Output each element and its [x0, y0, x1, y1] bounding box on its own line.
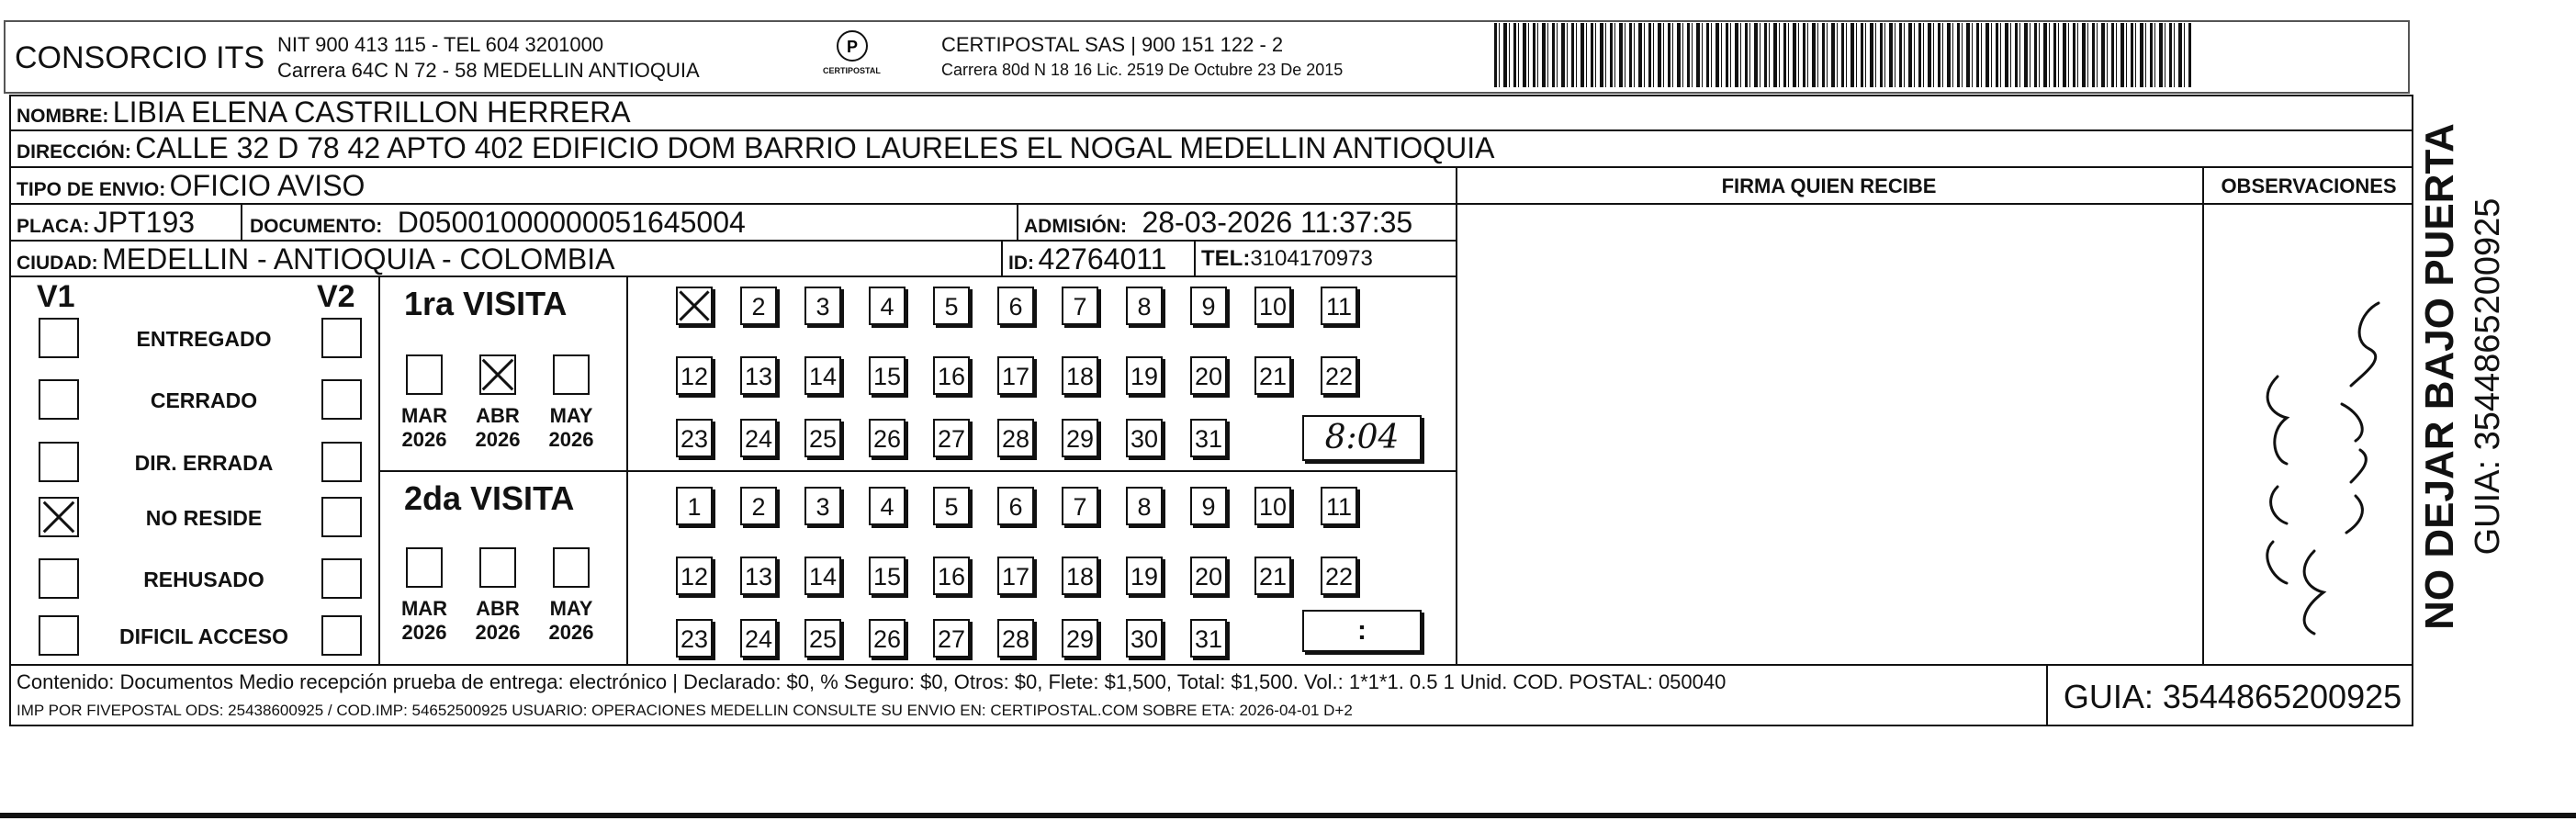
month-year: 2026	[475, 621, 521, 644]
second-visit-day-23[interactable]: 23	[676, 619, 713, 658]
documento-label: DOCUMENTO:	[250, 216, 383, 237]
signature-mark	[2222, 276, 2406, 661]
month-name: MAR	[400, 404, 448, 427]
firma-header: FIRMA QUIEN RECIBE	[1721, 174, 1937, 197]
admision-row	[1024, 206, 1412, 240]
second-visit-day-3[interactable]: 3	[804, 487, 841, 525]
placa-label: PLACA:	[17, 216, 90, 237]
second-visit-month-checkbox[interactable]	[479, 547, 516, 588]
second-visit-day-29[interactable]: 29	[1062, 619, 1098, 658]
month-year: 2026	[401, 428, 447, 451]
side-guia: GUIA: 3544865200925	[2469, 197, 2507, 556]
second-visit-day-14[interactable]: 14	[804, 557, 841, 595]
second-visit-day-31[interactable]: 31	[1190, 619, 1227, 658]
nombre-label: NOMBRE:	[17, 106, 109, 127]
first-visit-day-2[interactable]: 2	[740, 287, 777, 325]
side-warning: NO DEJAR BAJO PUERTA	[2417, 123, 2462, 630]
first-visit-day-18[interactable]: 18	[1062, 356, 1098, 395]
v1-checkbox[interactable]	[39, 379, 79, 420]
month-name: ABR	[476, 404, 520, 427]
month-year: 2026	[548, 428, 594, 451]
first-visit-day-15[interactable]: 15	[869, 356, 906, 395]
observaciones-header: OBSERVACIONES	[2221, 174, 2397, 197]
v1-checkbox[interactable]	[39, 497, 79, 537]
v1-checkbox[interactable]	[39, 318, 79, 358]
v2-checkbox[interactable]	[321, 379, 362, 420]
direccion-row	[17, 131, 1495, 165]
ciudad-row	[17, 242, 614, 276]
first-visit-month-label	[544, 404, 599, 452]
barcode	[1494, 23, 2192, 87]
ciudad-value: MEDELLIN - ANTIOQUIA - COLOMBIA	[102, 242, 615, 276]
first-visit-day-21[interactable]: 21	[1254, 356, 1291, 395]
first-visit-day-23[interactable]: 23	[676, 419, 713, 457]
second-visit-day-1[interactable]: 1	[676, 487, 713, 525]
month-year: 2026	[475, 428, 521, 451]
second-visit-day-19[interactable]: 19	[1126, 557, 1163, 595]
first-visit-day-13[interactable]: 13	[740, 356, 777, 395]
second-visit-day-12[interactable]: 12	[676, 557, 713, 595]
first-visit-day-26[interactable]: 26	[869, 419, 906, 457]
first-visit-day-14[interactable]: 14	[804, 356, 841, 395]
status-label: ENTREGADO	[136, 327, 272, 351]
admision-value: 28-03-2026 11:37:35	[1142, 206, 1413, 239]
second-visit-title: 2da VISITA	[404, 479, 575, 517]
second-visit-day-9[interactable]: 9	[1190, 487, 1227, 525]
second-visit-day-20[interactable]: 20	[1190, 557, 1227, 595]
second-visit-day-18[interactable]: 18	[1062, 557, 1098, 595]
status-label: CERRADO	[150, 388, 258, 412]
first-visit-day-27[interactable]: 27	[933, 419, 970, 457]
tipo-label: TIPO DE ENVIO:	[17, 179, 166, 200]
admision-label: ADMISIÓN:	[1024, 216, 1127, 237]
first-visit-day-3[interactable]: 3	[804, 287, 841, 325]
second-visit-day-30[interactable]: 30	[1126, 619, 1163, 658]
footer-guia: GUIA: 3544865200925	[2063, 678, 2402, 715]
v1-checkbox[interactable]	[39, 442, 79, 482]
first-visit-month-label	[397, 404, 452, 452]
second-visit-month-label	[544, 597, 599, 645]
month-name: MAY	[549, 404, 593, 427]
id-label: ID:	[1008, 253, 1034, 274]
first-visit-day-20[interactable]: 20	[1190, 356, 1227, 395]
first-visit-day-29[interactable]: 29	[1062, 419, 1098, 457]
status-label: DIR. ERRADA	[134, 451, 274, 475]
first-visit-month-label	[470, 404, 525, 452]
v2-checkbox[interactable]	[321, 558, 362, 599]
placa-row	[17, 206, 195, 240]
second-visit-day-8[interactable]: 8	[1126, 487, 1163, 525]
first-visit-month-checkbox[interactable]	[479, 354, 516, 395]
second-visit-day-22[interactable]: 22	[1321, 557, 1357, 595]
second-visit-day-11[interactable]: 11	[1321, 487, 1357, 525]
v1-checkbox[interactable]	[39, 615, 79, 656]
month-name: MAY	[549, 597, 593, 620]
first-visit-day-9[interactable]: 9	[1190, 287, 1227, 325]
tel-label: TEL:	[1201, 246, 1251, 271]
first-visit-day-1[interactable]	[676, 287, 713, 325]
second-visit-day-2[interactable]: 2	[740, 487, 777, 525]
second-visit-day-17[interactable]: 17	[997, 557, 1034, 595]
footer-contenido: Contenido: Documentos Medio recepción prueba de entrega: electrónico | Declarado: $0, % Seguro: $0, Otros: $0, Flete: $1,500, Total: $1,500. Vol.: 1*1*1. 0.5 1 Unid. COD. POSTAL: 050040	[17, 670, 1727, 693]
first-visit-day-25[interactable]: 25	[804, 419, 841, 457]
bottom-border	[0, 813, 2576, 818]
month-name: MAR	[400, 597, 448, 620]
first-visit-month-checkbox[interactable]	[406, 354, 443, 395]
first-visit-day-10[interactable]: 10	[1254, 287, 1291, 325]
first-visit-day-30[interactable]: 30	[1126, 419, 1163, 457]
month-year: 2026	[401, 621, 447, 644]
month-year: 2026	[548, 621, 594, 644]
first-visit-title: 1ra VISITA	[404, 285, 568, 322]
first-visit-day-6[interactable]: 6	[997, 287, 1034, 325]
ciudad-label: CIUDAD:	[17, 253, 98, 274]
documento-value: D05001000000051645004	[397, 206, 746, 239]
first-visit-day-7[interactable]: 7	[1062, 287, 1098, 325]
second-visit-day-27[interactable]: 27	[933, 619, 970, 658]
second-visit-month-checkbox[interactable]	[553, 547, 590, 588]
status-label: NO RESIDE	[145, 506, 263, 530]
first-visit-month-checkbox[interactable]	[553, 354, 590, 395]
second-visit-month-label	[470, 597, 525, 645]
second-visit-day-25[interactable]: 25	[804, 619, 841, 658]
second-visit-day-16[interactable]: 16	[933, 557, 970, 595]
second-visit-day-6[interactable]: 6	[997, 487, 1034, 525]
first-visit-day-22[interactable]: 22	[1321, 356, 1357, 395]
first-visit-day-31[interactable]: 31	[1190, 419, 1227, 457]
second-visit-day-7[interactable]: 7	[1062, 487, 1098, 525]
id-value: 42764011	[1038, 242, 1167, 276]
first-visit-day-8[interactable]: 8	[1126, 287, 1163, 325]
month-name: ABR	[476, 597, 520, 620]
second-visit-month-checkbox[interactable]	[406, 547, 443, 588]
second-visit-day-15[interactable]: 15	[869, 557, 906, 595]
id-row	[1008, 242, 1166, 276]
tipo-value: OFICIO AVISO	[169, 169, 366, 202]
v1-label: V1	[37, 279, 75, 314]
first-visit-day-19[interactable]: 19	[1126, 356, 1163, 395]
tel-value: 3104170973	[1250, 246, 1373, 271]
v2-checkbox[interactable]	[321, 497, 362, 537]
first-visit-day-4[interactable]: 4	[869, 287, 906, 325]
placa-value: JPT193	[93, 206, 196, 239]
v2-checkbox[interactable]	[321, 442, 362, 482]
first-visit-day-12[interactable]: 12	[676, 356, 713, 395]
tel-row	[1201, 246, 1373, 272]
documento-row	[250, 206, 746, 240]
status-label: DIFICIL ACCESO	[118, 624, 288, 648]
tipo-row	[17, 169, 365, 203]
svg-text:P: P	[846, 38, 859, 56]
v2-label: V2	[317, 279, 355, 314]
nombre-value: LIBIA ELENA CASTRILLON HERRERA	[112, 96, 631, 129]
second-visit-month-label	[397, 597, 452, 645]
second-visit-day-5[interactable]: 5	[933, 487, 970, 525]
license-line: Carrera 80d N 18 16 Lic. 2519 De Octubre 23 De 2015	[941, 61, 1344, 79]
nit-line: NIT 900 413 115 - TEL 604 3201000	[277, 33, 604, 56]
nombre-row	[17, 96, 631, 129]
first-visit-day-16[interactable]: 16	[933, 356, 970, 395]
status-label: REHUSADO	[143, 568, 264, 591]
direccion-value: CALLE 32 D 78 42 APTO 402 EDIFICIO DOM BARRIO LAURELES EL NOGAL MEDELLIN ANTIOQUIA	[135, 131, 1495, 164]
first-time-handwritten: 8:04	[1302, 415, 1422, 461]
v2-checkbox[interactable]	[321, 615, 362, 656]
v1-checkbox[interactable]	[39, 558, 79, 599]
first-visit-day-24[interactable]: 24	[740, 419, 777, 457]
second-visit-day-26[interactable]: 26	[869, 619, 906, 658]
certipostal-line: CERTIPOSTAL SAS | 900 151 122 - 2	[941, 33, 1284, 56]
logo-caption: CERTIPOSTAL	[823, 66, 881, 75]
second-visit-day-4[interactable]: 4	[869, 487, 906, 525]
second-time-box[interactable]: :	[1302, 610, 1422, 652]
first-visit-day-28[interactable]: 28	[997, 419, 1034, 457]
second-visit-day-10[interactable]: 10	[1254, 487, 1291, 525]
v2-checkbox[interactable]	[321, 318, 362, 358]
second-visit-day-24[interactable]: 24	[740, 619, 777, 658]
second-visit-day-13[interactable]: 13	[740, 557, 777, 595]
second-visit-day-21[interactable]: 21	[1254, 557, 1291, 595]
company-name: CONSORCIO ITS	[15, 40, 265, 75]
first-visit-day-5[interactable]: 5	[933, 287, 970, 325]
direccion-label: DIRECCIÓN:	[17, 141, 131, 163]
first-visit-day-11[interactable]: 11	[1321, 287, 1357, 325]
address-line: Carrera 64C N 72 - 58 MEDELLIN ANTIOQUIA	[277, 59, 700, 82]
footer-imp: IMP POR FIVEPOSTAL ODS: 25438600925 / COD.IMP: 54652500925 USUARIO: OPERACIONES MEDELLIN CONSULTE SU ENVIO EN: CERTIPOSTAL.COM SOBRE ETA: 2026-04-01 D+2	[17, 702, 1353, 719]
second-visit-day-28[interactable]: 28	[997, 619, 1034, 658]
first-visit-day-17[interactable]: 17	[997, 356, 1034, 395]
